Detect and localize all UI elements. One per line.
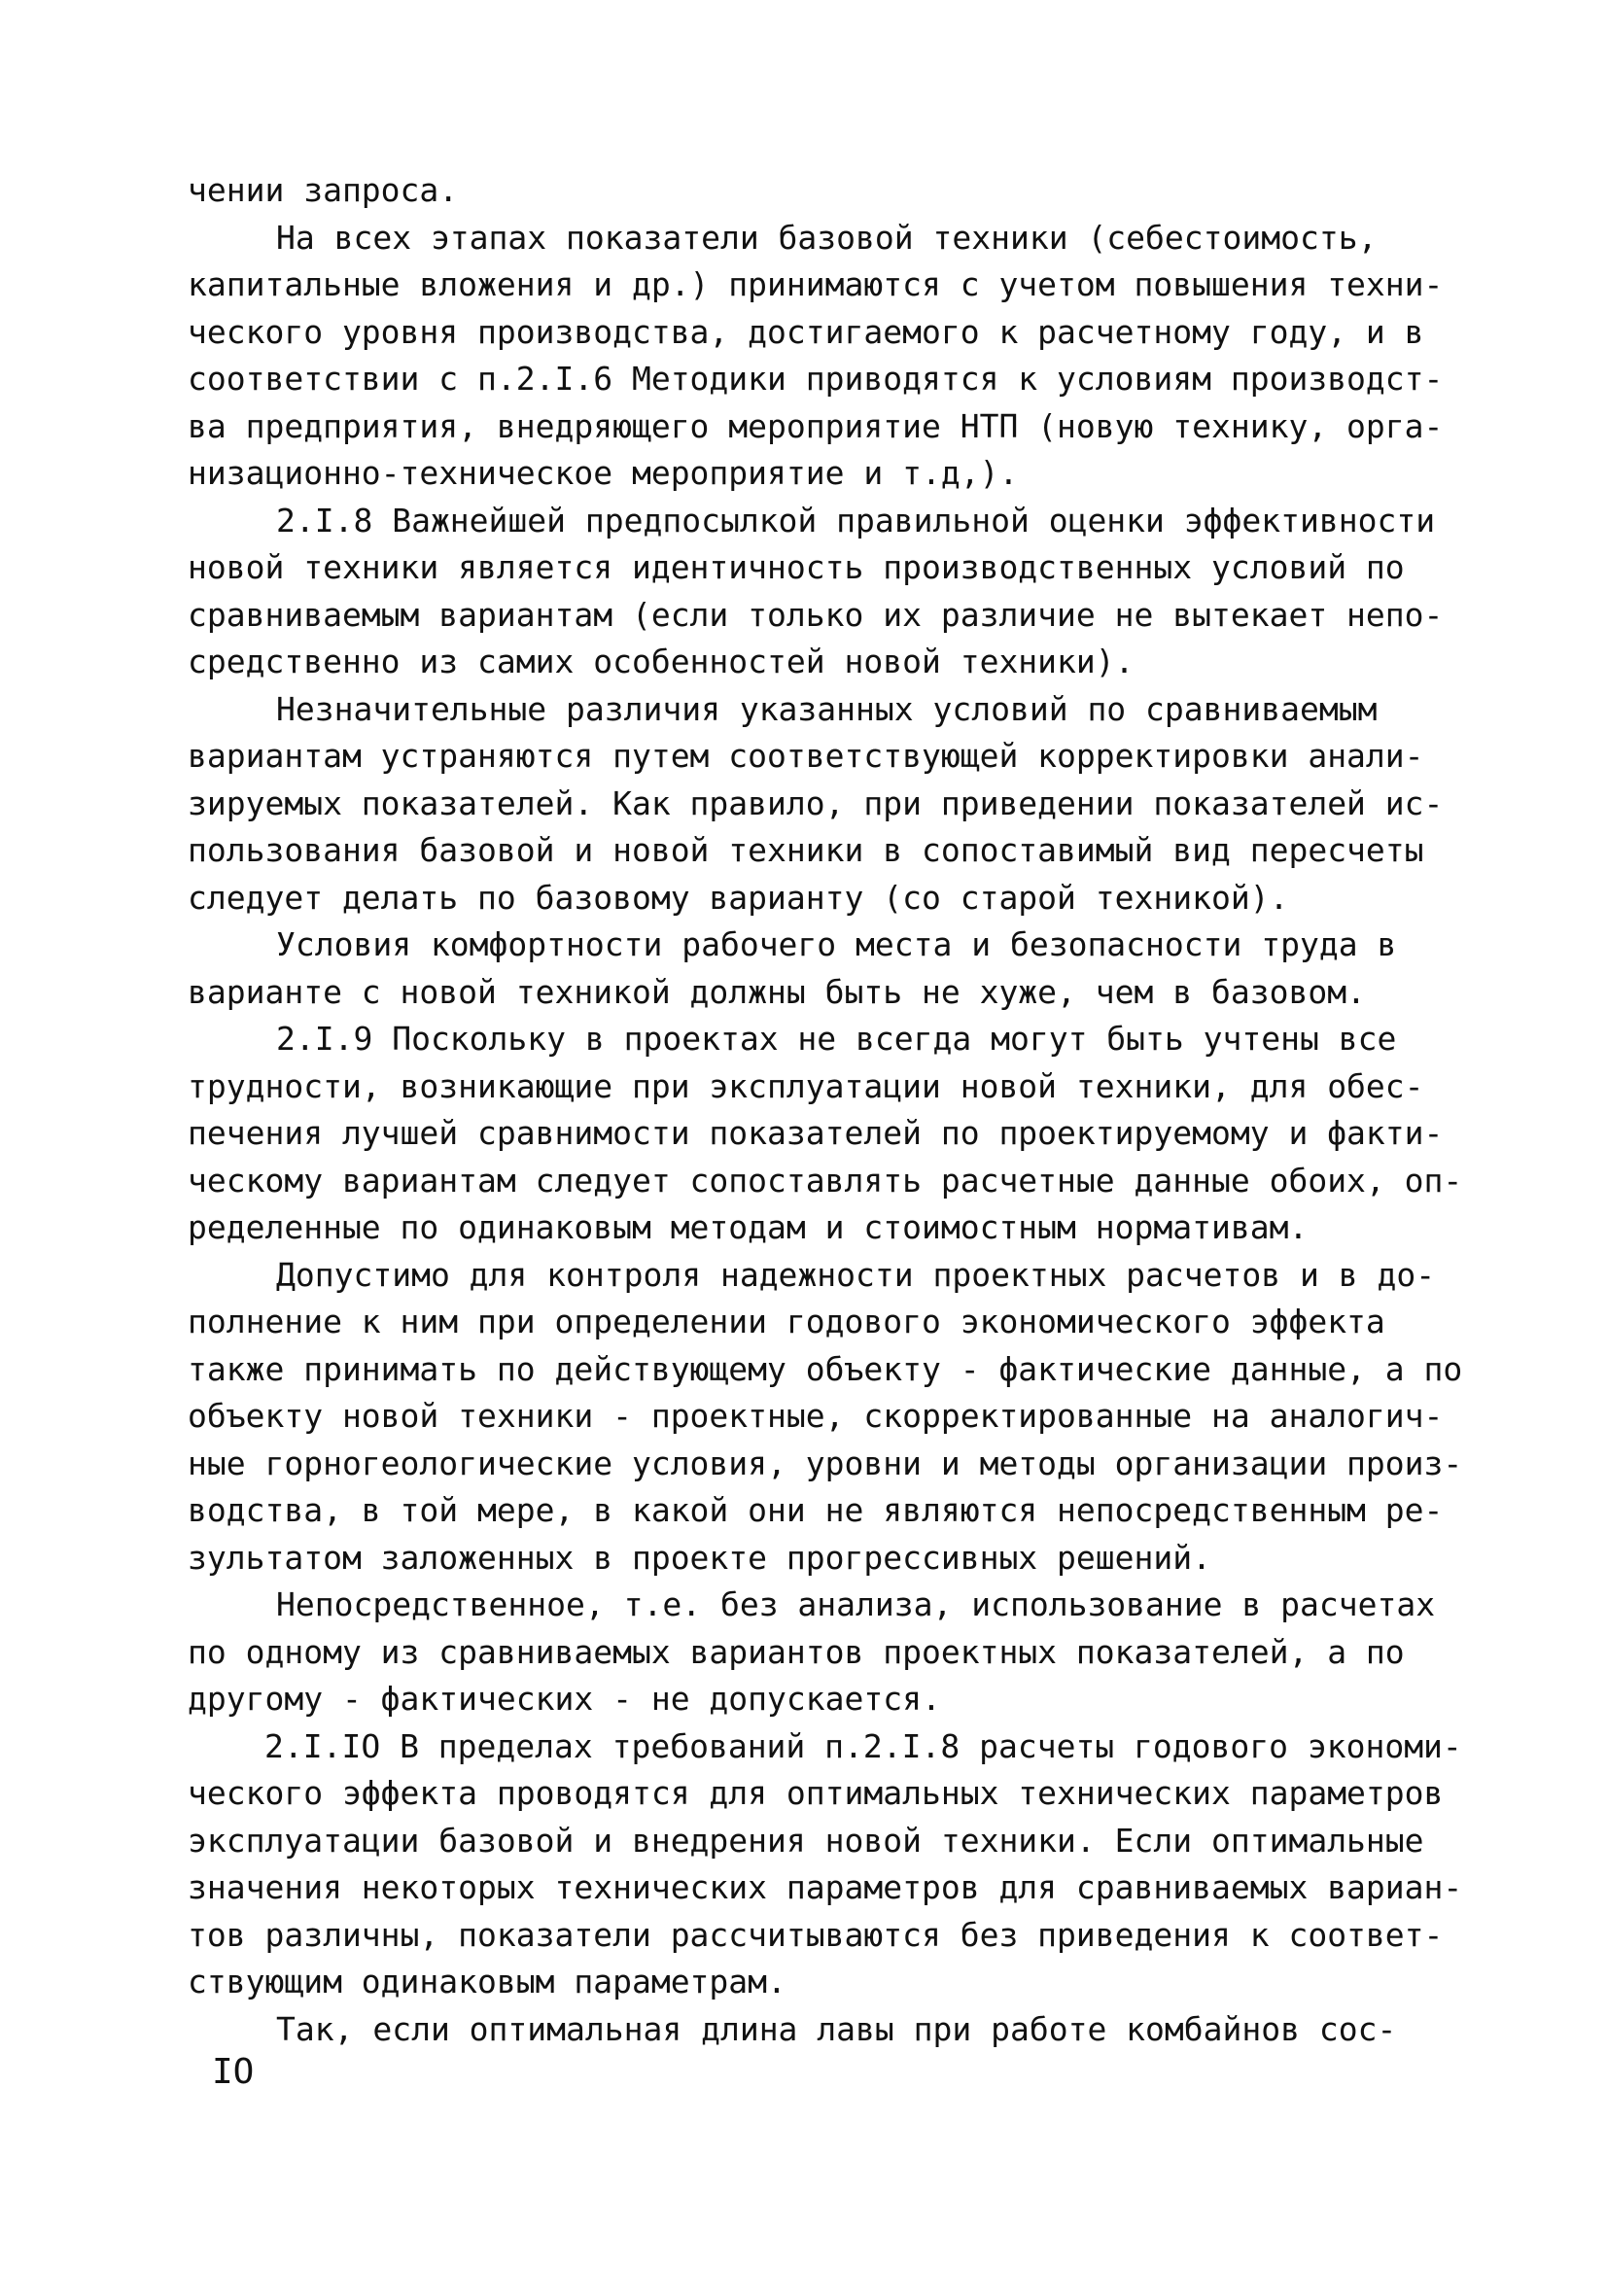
text-line: ческого эффекта проводятся для оптимальных технических параметров: [188, 1774, 1444, 1812]
text-line: зируемых показателей. Как правило, при приведении показателей ис-: [188, 784, 1444, 822]
text-line: капитальные вложения и др.) принимаются с учетом повышения техни-: [188, 265, 1444, 303]
text-line: ные горногеологические условия, уровни и методы организации произ-: [188, 1444, 1463, 1482]
text-line: тов различны, показатели рассчитываются без приведения к соответ-: [188, 1916, 1444, 1954]
text-line: другому - фактических - не допускается.: [188, 1680, 941, 1718]
text-line: ва предприятия, внедряющего мероприятие НТП (новую технику, орга-: [188, 407, 1444, 445]
page-number: IO: [212, 2052, 255, 2092]
section-2-1-10-start: 2.I.IO В пределах требований п.2.I.8 расчеты годового экономи-: [264, 1727, 1462, 1765]
text-line: печения лучшей сравнимости показателей по проектируемому и факти-: [188, 1114, 1444, 1152]
text-line: также принимать по действующему объекту - фактические данные, а по: [188, 1350, 1463, 1388]
text-line: вариантам устраняются путем соответствующей корректировки анали-: [188, 737, 1424, 775]
text-line: зультатом заложенных в проекте прогрессивных решений.: [188, 1539, 1211, 1577]
text-line: низационно-техническое мероприятие и т.д,).: [188, 454, 1019, 492]
paragraph-start: Условия комфортности рабочего места и безопасности труда в: [276, 925, 1397, 963]
text-line: средственно из самих особенностей новой техники).: [188, 643, 1135, 680]
text-line: ческому вариантам следует сопоставлять расчетные данные обоих, оп-: [188, 1162, 1463, 1200]
text-line: пользования базовой и новой техники в сопоставимый вид пересчеты: [188, 831, 1424, 869]
paragraph-start: Незначительные различия указанных условий по сравниваемым: [276, 690, 1378, 728]
text-line: ческого уровня производства, достигаемого к расчетному году, и в: [188, 313, 1424, 351]
paragraph-start: На всех этапах показатели базовой техники (себестоимость,: [276, 219, 1378, 257]
text-line: новой техники является идентичность производственных условий по: [188, 548, 1405, 586]
text-line: трудности, возникающие при эксплуатации новой техники, для обес-: [188, 1067, 1424, 1105]
section-2-1-8-start: 2.I.8 Важнейшей предпосылкой правильной оценки эффективности: [276, 502, 1436, 539]
text-line: чении запроса.: [188, 171, 459, 209]
paragraph-start: Непосредственное, т.е. без анализа, использование в расчетах: [276, 1585, 1436, 1623]
text-line: сравниваемым вариантам (если только их различие не вытекает непо-: [188, 596, 1444, 634]
text-line: значения некоторых технических параметров для сравниваемых вариан-: [188, 1868, 1463, 1906]
text-line: по одному из сравниваемых вариантов проектных показателей, а по: [188, 1633, 1405, 1671]
paragraph-start: Допустимо для контроля надежности проектных расчетов и в до-: [276, 1256, 1436, 1294]
text-line: варианте с новой техникой должны быть не хуже, чем в базовом.: [188, 973, 1366, 1011]
paragraph-start: Так, если оптимальная длина лавы при работе комбайнов сос-: [276, 2010, 1397, 2048]
text-line: следует делать по базовому варианту (со старой техникой).: [188, 879, 1289, 917]
text-line: водства, в той мере, в какой они не являются непосредственным ре-: [188, 1491, 1444, 1529]
section-2-1-9-start: 2.I.9 Поскольку в проектах не всегда могут быть учтены все: [276, 1020, 1397, 1058]
text-line: ствующим одинаковым параметрам.: [188, 1963, 786, 2000]
text-line: объекту новой техники - проектные, скорректированные на аналогич-: [188, 1397, 1444, 1435]
text-line: эксплуатации базовой и внедрения новой техники. Если оптимальные: [188, 1822, 1424, 1860]
text-line: соответствии с п.2.I.6 Методики приводятся к условиям производст-: [188, 360, 1444, 398]
text-line: полнение к ним при определении годового экономического эффекта: [188, 1303, 1385, 1340]
text-line: ределенные по одинаковым методам и стоимостным нормативам.: [188, 1208, 1309, 1246]
